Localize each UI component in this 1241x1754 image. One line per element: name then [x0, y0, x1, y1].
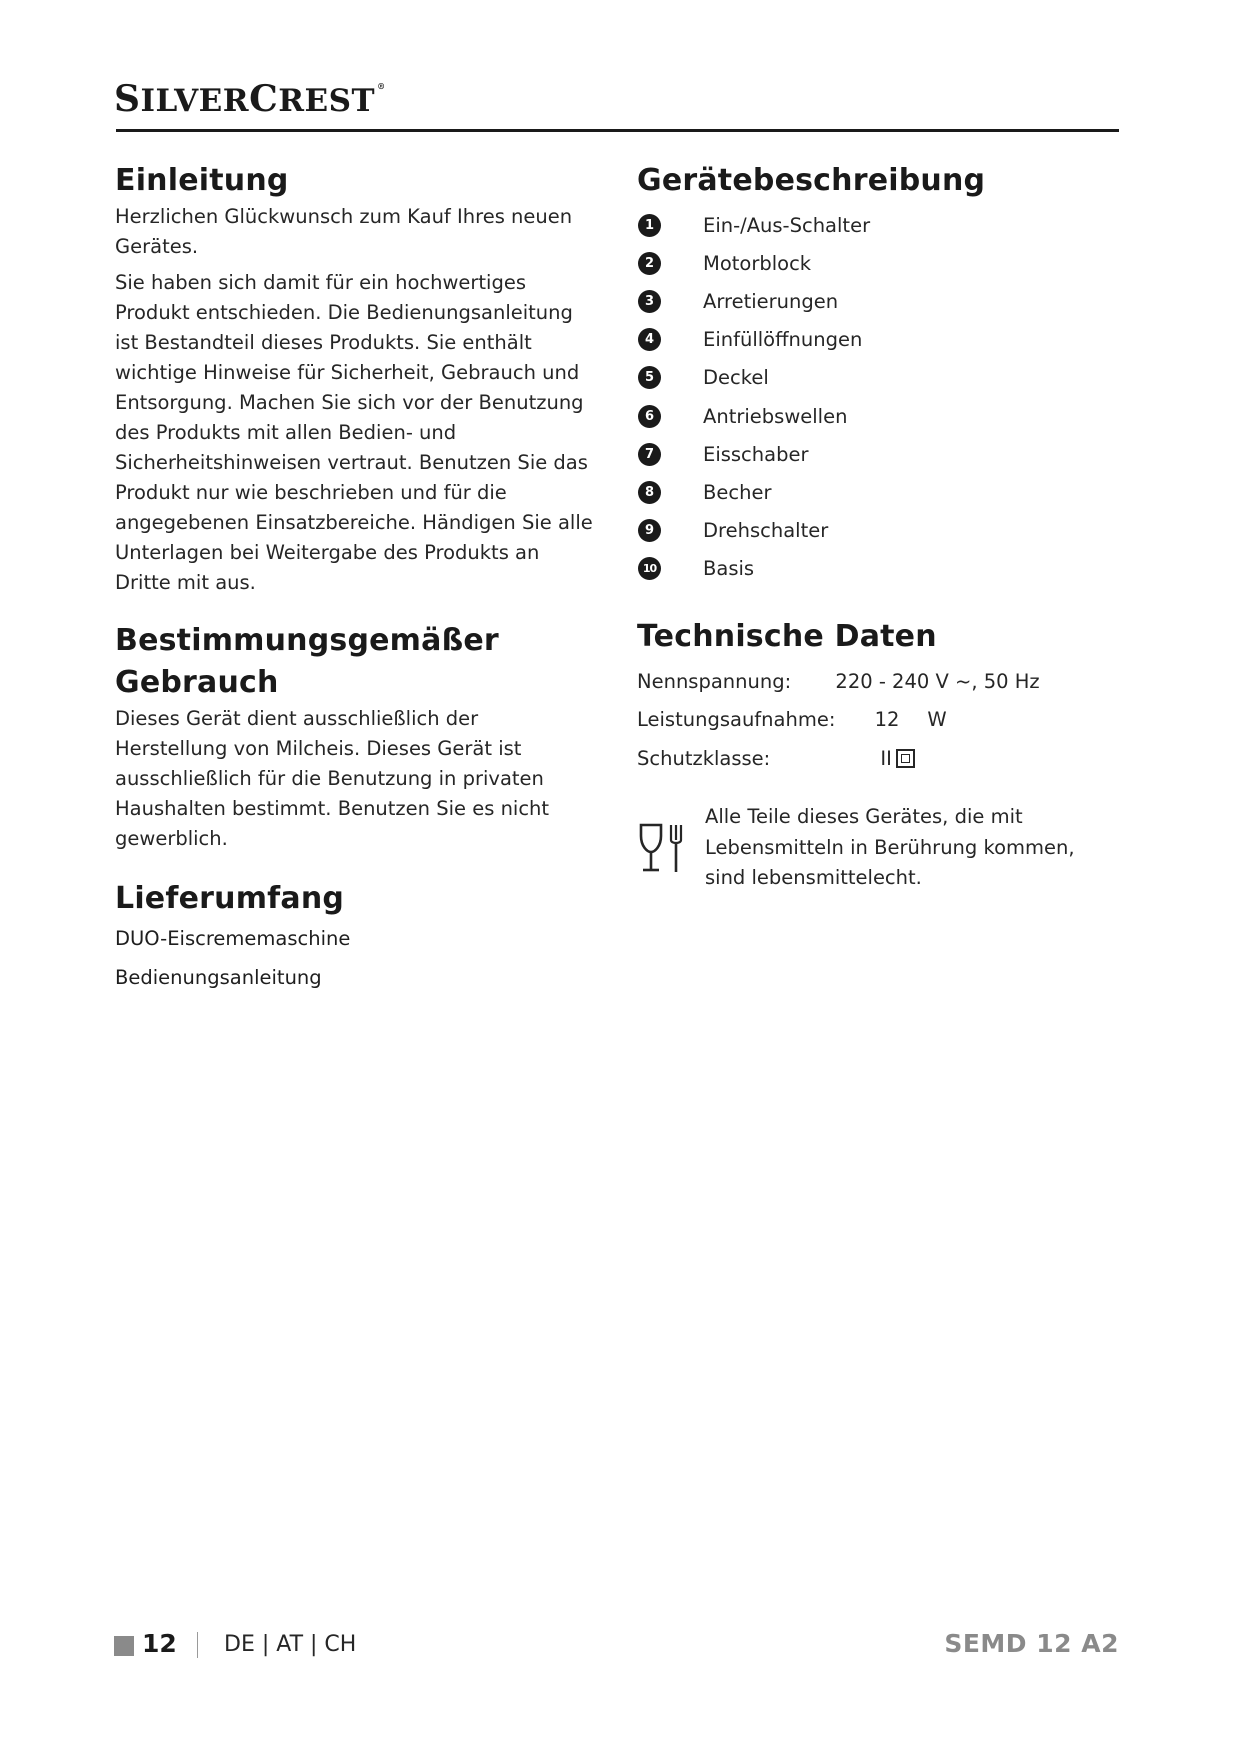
part-label: Eisschaber	[703, 442, 809, 466]
spec-value-cell	[835, 739, 1039, 778]
page-footer	[114, 1628, 1119, 1664]
spec-unit: W	[927, 708, 947, 732]
part-number-badge: 7	[638, 443, 661, 466]
brand-logo	[114, 78, 386, 120]
gebrauch-paragraph: Dieses Gerät dient ausschließlich der Herstellung von Milcheis. Dieses Gerät ist ausschließlich für die Benutzung in privaten Haushalten bestimmt. Benutzen Sie es nicht gewerblich.	[115, 707, 550, 850]
part-label: Einfüllöffnungen	[703, 328, 863, 352]
part-label: Ein-/Aus-Schalter	[703, 213, 871, 237]
gebrauch-heading	[115, 620, 595, 704]
lieferumfang-item: Bedienungsanleitung	[115, 966, 322, 989]
lieferumfang-item: DUO-Eiscrememaschine	[115, 927, 351, 950]
spec-table	[637, 662, 1040, 778]
model-number: SEMD 12 A2	[944, 1629, 1119, 1658]
left-column	[115, 160, 595, 993]
part-label: Motorblock	[703, 251, 812, 275]
part-number-badge: 3	[638, 290, 661, 313]
gebrauch-section	[115, 620, 595, 854]
part-label: Arretierungen	[703, 289, 839, 313]
spec-label: Nennspannung:	[637, 669, 792, 693]
part-number-badge: 1	[638, 214, 661, 237]
spec-value: II	[880, 746, 892, 770]
parts-list-item	[637, 397, 1137, 435]
parts-list-item	[637, 244, 1137, 282]
spec-value: 12	[874, 708, 900, 732]
gebrauch-heading-line2: Gebrauch	[115, 665, 279, 700]
registered-mark: ®	[377, 81, 386, 91]
spec-row-nennspannung	[637, 662, 1040, 701]
brand-rest: REST	[278, 83, 376, 119]
page-number: 12	[142, 1629, 177, 1658]
spec-value: 220 - 240 V ~, 50 Hz	[835, 669, 1040, 693]
einleitung-heading: Einleitung	[115, 163, 289, 198]
parts-list-item	[637, 321, 1137, 359]
part-number-badge: 4	[638, 328, 661, 351]
part-label: Antriebswellen	[703, 404, 848, 428]
part-number-badge: 2	[638, 252, 661, 275]
part-number-badge: 5	[638, 366, 661, 389]
part-number-badge: 8	[638, 481, 661, 504]
brand-c: C	[249, 78, 279, 120]
spec-row-schutzklasse	[637, 739, 1040, 778]
parts-list-item	[637, 435, 1137, 473]
food-safe-text: Alle Teile dieses Gerätes, die mit Lebensmitteln in Berührung kommen, sind lebensmittelecht.	[705, 805, 1075, 889]
technische-daten-section	[637, 616, 1137, 778]
parts-list-item	[637, 473, 1137, 511]
spec-label: Leistungsaufnahme:	[637, 708, 836, 732]
part-label: Deckel	[703, 366, 769, 390]
spec-row-leistung	[637, 700, 1040, 739]
footer-divider	[197, 1632, 198, 1658]
brand-ilver: ILVER	[140, 83, 250, 119]
einleitung-paragraph-2: Sie haben sich damit für ein hochwertiges Produkt entschieden. Die Bedienungsanleitung ist Bestandteil dieses Produkts. Sie enthält wichtige Hinweise für Sicherheit, Gebrauch und Entsorgung. Machen Sie sich vor der Benutzung des Produkts mit allen Bedien- und Sicherheitshinweisen vertraut. Benutzen Sie das Produkt nur wie beschrieben und für die angegebenen Einsatzbereiche. Händigen Sie alle Unterlagen bei Weitergabe des Produkts an Dritte mit aus.	[115, 271, 593, 594]
double-insulation-icon	[896, 749, 915, 768]
protection-class	[880, 747, 915, 770]
header-rule	[116, 129, 1119, 132]
spec-value-cell	[835, 700, 1039, 739]
part-number-badge: 9	[638, 519, 661, 542]
part-label: Becher	[703, 480, 772, 504]
footer-square-icon	[114, 1636, 134, 1656]
part-label: Drehschalter	[703, 519, 829, 543]
technische-daten-heading: Technische Daten	[637, 618, 937, 654]
einleitung-paragraph-1: Herzlichen Glückwunsch zum Kauf Ihres neuen Gerätes.	[115, 205, 573, 258]
footer-languages: DE | AT | CH	[224, 1632, 357, 1657]
einleitung-section	[115, 160, 595, 598]
part-label: Basis	[703, 557, 755, 581]
right-column	[637, 160, 1137, 777]
food-safe-note	[637, 802, 1117, 902]
part-number-badge: 6	[638, 405, 661, 428]
parts-list	[637, 206, 1137, 588]
gebrauch-heading-line1: Bestimmungsgemäßer	[115, 623, 499, 658]
parts-list-item	[637, 282, 1137, 320]
geraetebeschreibung-heading: Gerätebeschreibung	[637, 163, 986, 198]
parts-list-item	[637, 512, 1137, 550]
parts-list-item	[637, 206, 1137, 244]
parts-list-item	[637, 359, 1137, 397]
brand-s: S	[114, 78, 141, 120]
lieferumfang-heading: Lieferumfang	[115, 881, 345, 916]
lieferumfang-section	[115, 878, 595, 993]
spec-label: Schutzklasse:	[637, 746, 771, 770]
food-safe-icon	[637, 822, 689, 878]
parts-list-item	[637, 550, 1137, 588]
part-number-badge: 10	[638, 557, 661, 580]
geraetebeschreibung-section	[637, 160, 1137, 588]
